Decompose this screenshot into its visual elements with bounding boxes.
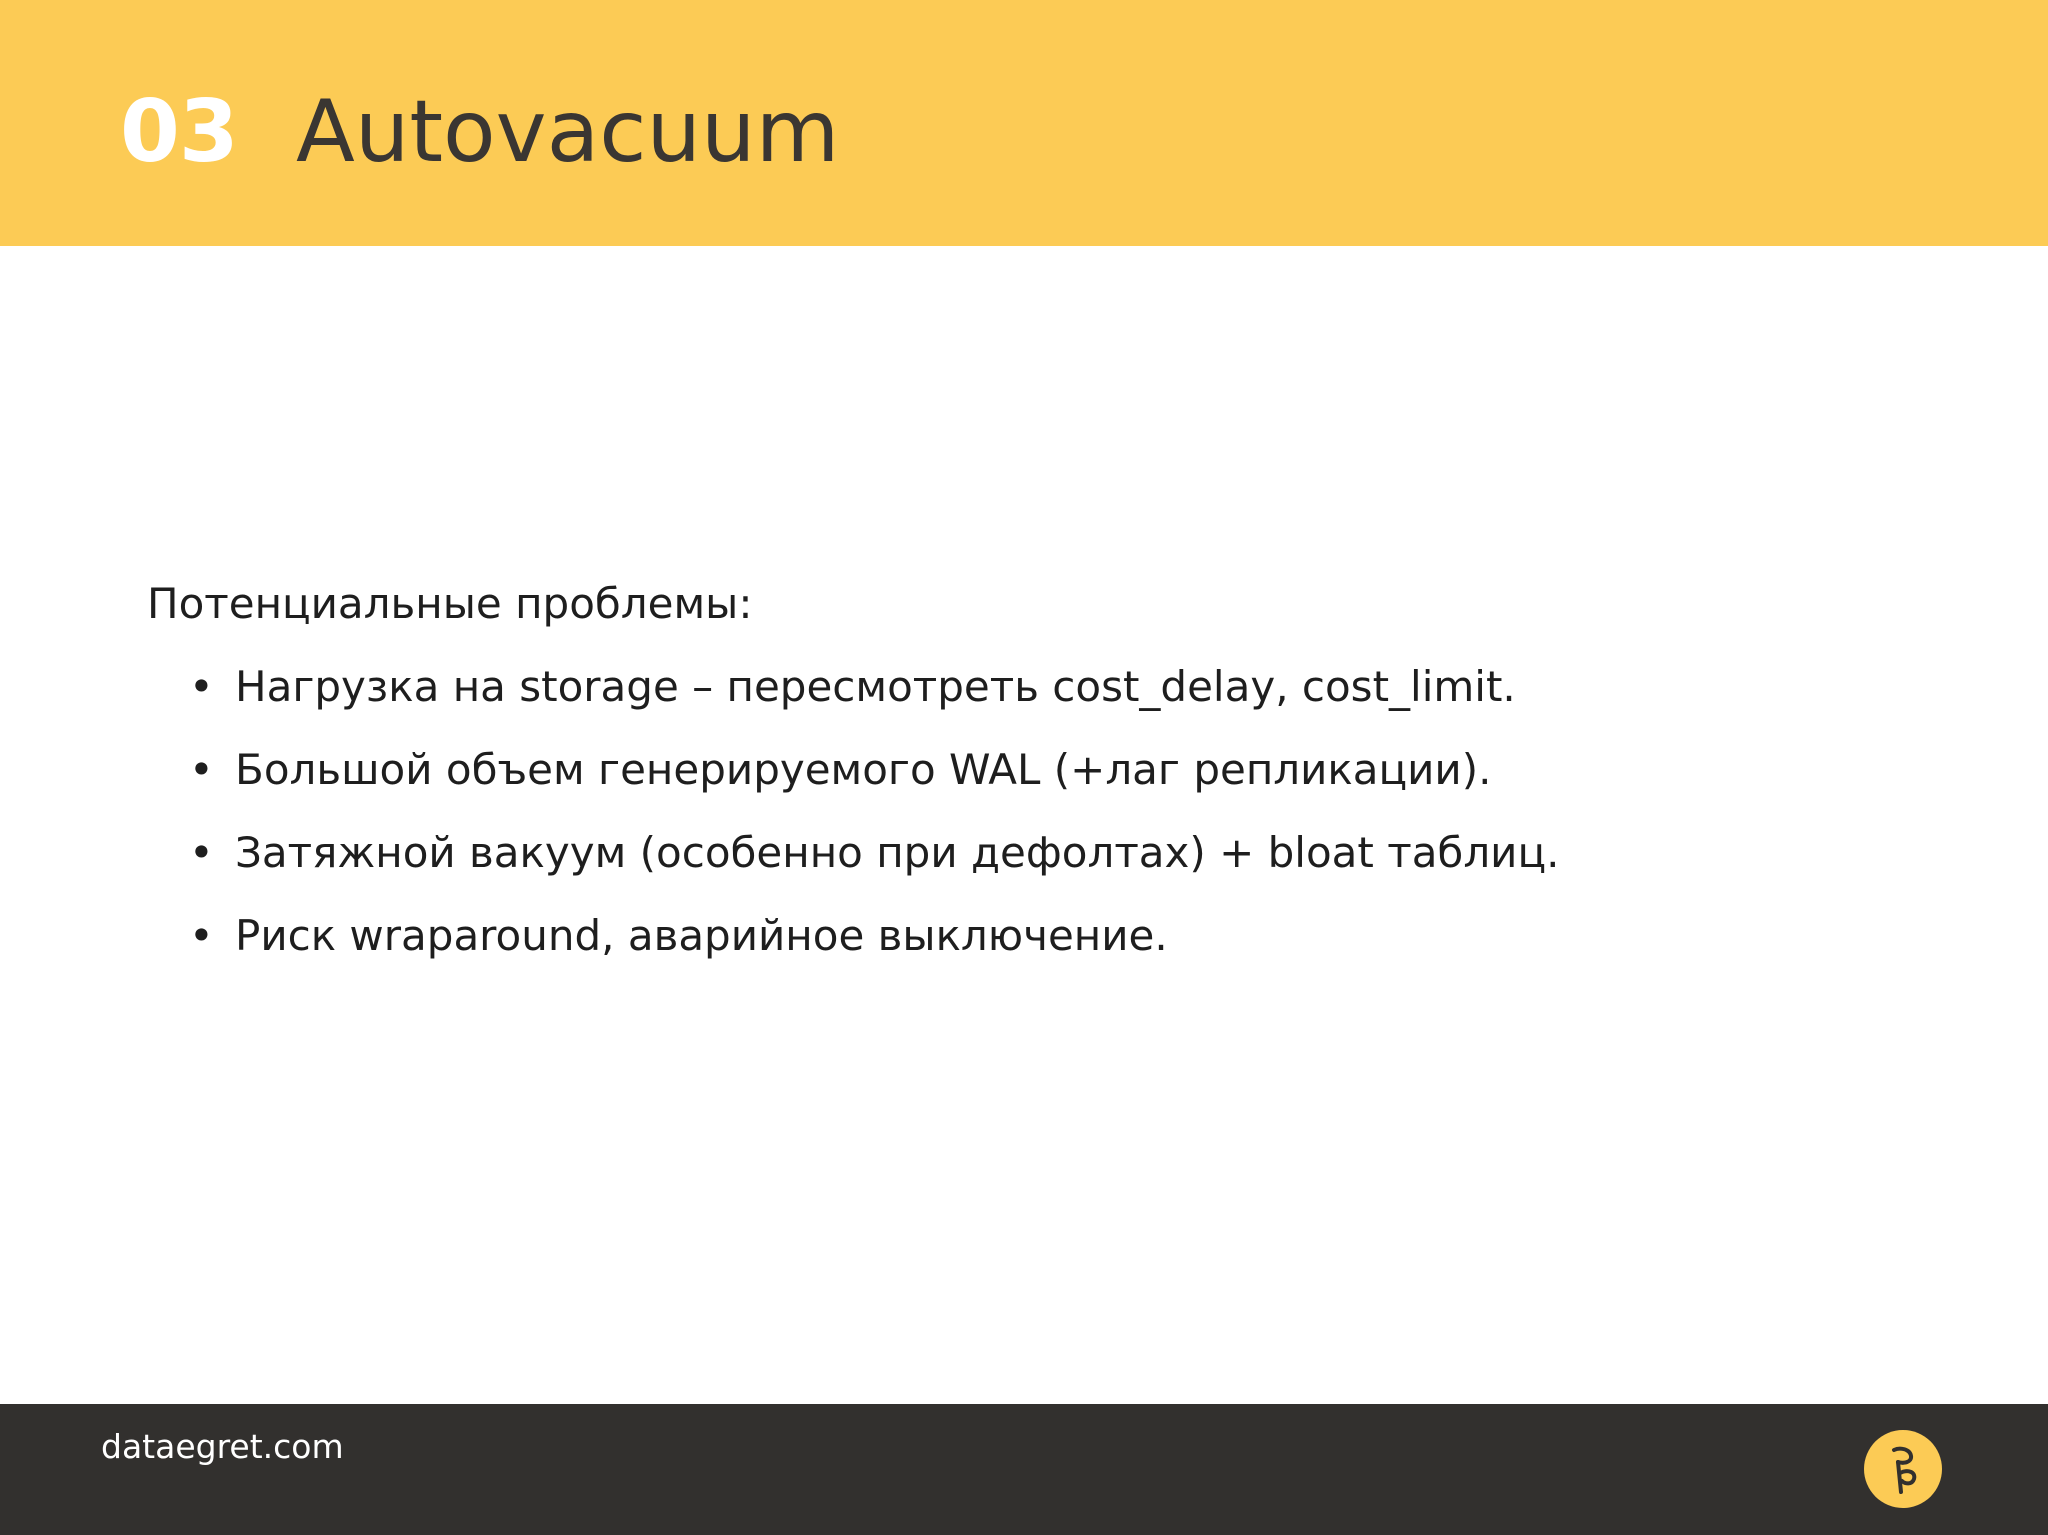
footer-site-link[interactable]: dataegret.com	[101, 1427, 344, 1466]
intro-text: Потенциальные проблемы:	[147, 579, 753, 628]
section-number: 03	[120, 82, 238, 182]
bullet-text: Риск wraparound, аварийное выключение.	[235, 911, 1168, 960]
bullet-item	[147, 655, 1847, 719]
bullet-dot-icon: •	[189, 828, 214, 877]
bullet-text: Затяжной вакуум (особенно при дефолтах) + bloat таблиц.	[235, 828, 1560, 877]
bullet-list	[147, 655, 1847, 968]
bullet-dot-icon: •	[189, 911, 214, 960]
content	[147, 572, 1847, 987]
bullet-dot-icon: •	[189, 662, 214, 711]
egret-logo-icon	[1864, 1430, 1942, 1508]
bullet-dot-icon: •	[189, 745, 214, 794]
bullet-text: Большой объем генерируемого WAL (+лаг репликации).	[235, 745, 1492, 794]
footer-band	[0, 1404, 2048, 1535]
header-band	[0, 0, 2048, 246]
bullet-text: Нагрузка на storage – пересмотреть cost_delay, cost_limit.	[235, 662, 1516, 711]
bullet-item	[147, 904, 1847, 968]
bullet-item	[147, 821, 1847, 885]
bullet-item	[147, 738, 1847, 802]
slide-title: Autovacuum	[296, 82, 840, 182]
